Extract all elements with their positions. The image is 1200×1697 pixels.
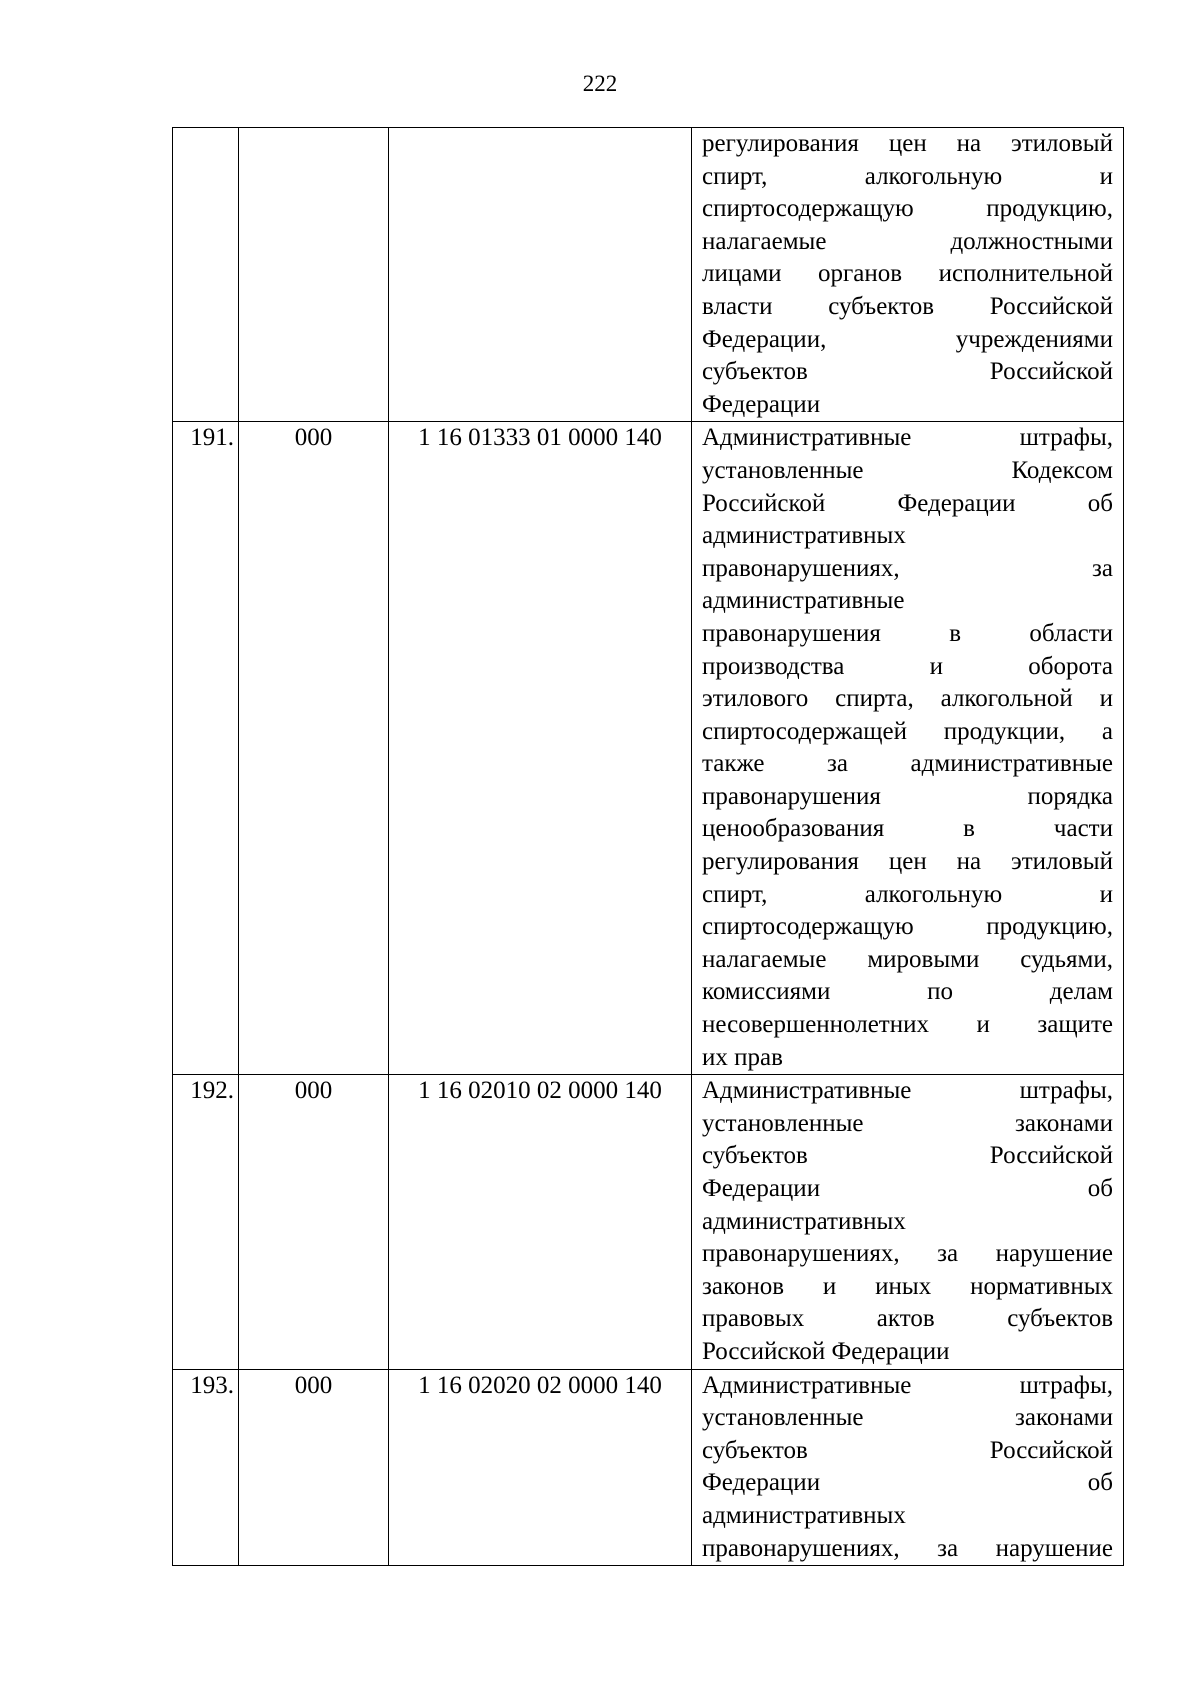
text-line: субъектов Российской: [702, 1142, 1113, 1170]
text-line: установленные законами: [702, 1109, 1113, 1137]
text-line: правовых актов субъектов: [702, 1305, 1113, 1333]
admin-code-cell: 000: [239, 1075, 389, 1369]
text-line: Административные штрафы,: [702, 1077, 1113, 1105]
text-line: установленные законами: [702, 1404, 1113, 1432]
income-code-cell: 1 16 01333 01 0000 140: [389, 422, 692, 1075]
admin-code-cell: [239, 128, 389, 422]
income-name-cell: [692, 1075, 1124, 1369]
text-line: спиртосодержащей продукции, а: [702, 717, 1113, 745]
row-number-cell: 193.: [173, 1369, 239, 1566]
income-code-cell: 1 16 02010 02 0000 140: [389, 1075, 692, 1369]
text-line: их прав: [702, 1043, 783, 1071]
text-line: ценообразования в части: [702, 815, 1113, 843]
text-line: правонарушениях, за нарушение: [702, 1534, 1113, 1562]
text-line: лицами органов исполнительной: [702, 260, 1113, 288]
income-name-cell: [692, 128, 1124, 422]
text-line: субъектов Российской: [702, 1436, 1113, 1464]
table-row: [173, 1075, 1124, 1369]
income-name-cell: [692, 1369, 1124, 1566]
text-line: этилового спирта, алкогольной и: [702, 685, 1113, 713]
text-line: законов и иных нормативных: [702, 1272, 1113, 1300]
text-line: Административные штрафы,: [702, 424, 1113, 452]
income-name-cell: [692, 422, 1124, 1075]
row-number-cell: 191.: [173, 422, 239, 1075]
text-line: Федерации, учреждениями: [702, 325, 1113, 353]
text-line: административных: [702, 1207, 906, 1235]
page-number: 222: [582, 71, 618, 96]
text-line: установленные Кодексом: [702, 456, 1113, 484]
text-line: административных: [702, 522, 906, 550]
table-row: [173, 128, 1124, 422]
text-line: Российской Федерации: [702, 1337, 950, 1365]
text-line: Федерации: [702, 390, 821, 418]
text-line: комиссиями по делам: [702, 978, 1113, 1006]
text-line: административных: [702, 1501, 906, 1529]
text-line: правонарушениях, за: [702, 554, 1113, 582]
text-line: регулирования цен на этиловый: [702, 848, 1113, 876]
text-line: также за административные: [702, 750, 1113, 778]
text-line: субъектов Российской: [702, 358, 1113, 386]
text-line: налагаемые должностными: [702, 227, 1113, 255]
text-line: власти субъектов Российской: [702, 292, 1113, 320]
text-line: правонарушениях, за нарушение: [702, 1240, 1113, 1268]
income-code-cell: 1 16 02020 02 0000 140: [389, 1369, 692, 1566]
text-line: регулирования цен на этиловый: [702, 130, 1113, 157]
text-line: Федерации об: [702, 1469, 1113, 1497]
admin-code-cell: 000: [239, 1369, 389, 1566]
income-code-cell: [389, 128, 692, 422]
text-line: несовершеннолетних и защите: [702, 1011, 1113, 1039]
budget-classification-table: [172, 127, 1124, 1566]
table-body: [173, 128, 1124, 1566]
text-line: правонарушения порядка: [702, 782, 1113, 810]
table-row: [173, 1369, 1124, 1566]
text-line: спиртосодержащую продукцию,: [702, 195, 1113, 223]
table-row: [173, 422, 1124, 1075]
text-line: Федерации об: [702, 1175, 1113, 1202]
text-line: правонарушения в области: [702, 619, 1113, 647]
text-line: производства и оборота: [702, 652, 1113, 680]
text-line: спирт, алкогольную и: [702, 162, 1113, 190]
text-line: налагаемые мировыми судьями,: [702, 945, 1113, 973]
admin-code-cell: 000: [239, 422, 389, 1075]
text-line: Российской Федерации об: [702, 489, 1113, 517]
text-line: административные: [702, 587, 905, 615]
text-line: спиртосодержащую продукцию,: [702, 913, 1113, 941]
text-line: спирт, алкогольную и: [702, 880, 1113, 908]
row-number-cell: [173, 128, 239, 422]
text-line: Административные штрафы,: [702, 1371, 1113, 1399]
row-number-cell: 192.: [173, 1075, 239, 1369]
